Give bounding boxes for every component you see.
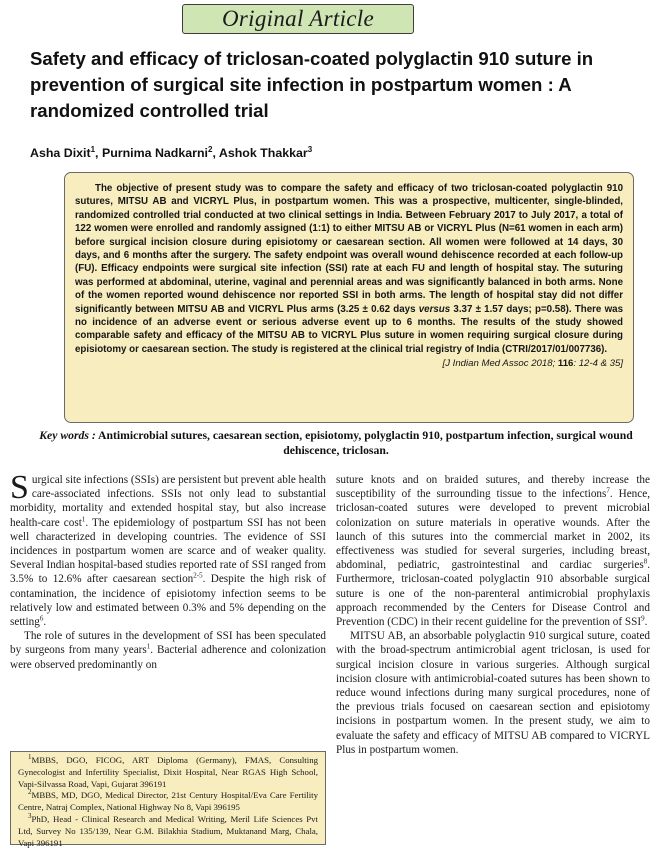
affiliation: $^2$MBBS, MD, DGO, Medical Director, 21st Century Hospital/Eva Care Fertility Centre, Natraj Complex, National Highway No 8, Vapi 396195 [18, 788, 318, 813]
reference-mark: 1 [146, 642, 151, 651]
article-title: Safety and efficacy of triclosan-coated polyglactin 910 suture in prevention of surgical site infection in postpartum women : A randomized controlled trial [30, 48, 594, 121]
body-column-right [336, 473, 650, 757]
body-paragraph: Surgical site infections (SSIs) are persistent but prevent able health care-associated infections. SSIs not only lead to substantial morbidity, mortality and extended hospital stay, but also increase health-care cost$^1$. The epidemiology of postpartum SSI has not been well characterized in developing countries. The evidence of SSI incidences in postpartum women are scarce and of weaker quality. Several Indian hospital-based studies reported rate of SSI ranged from 3.5% to 12.6% after caesarean section$^{2-5}$. Despite the high risk of contamination, the incidence of episiotomy infection seems to be relatively low and estimated between 0.3% and 5% depending on the setting$^6$. [10, 469, 326, 629]
body-paragraph: The role of sutures in the development of SSI has been speculated by surgeons from many years$^1$. Bacterial adherence and colonization were observed predominantly on [10, 630, 326, 671]
author-name: Ashok Thakkar [218, 146, 308, 160]
author-name: Purnima Nadkarni [101, 146, 208, 160]
affiliation: $^1$MBBS, DGO, FICOG, ART Diploma (Germany), FMAS, Consulting Gynecologist and Infertility Specialist, Dixit Hospital, Near RGAS High School, Vapi-Silvassa Road, Vapi, Gujarat 396191 [18, 753, 318, 789]
body-column-left [10, 469, 326, 672]
affiliation: $^3$PhD, Head - Clinical Research and Medical Writing, Meril Life Sciences Pvt Ltd, Survey No 135/139, Near G.M. Bilakhia Stadium, Muktanand Marg, Chala, Vapi 396191 [18, 812, 318, 848]
reference-mark: 6 [39, 614, 44, 623]
reference-mark: 2-5 [193, 571, 203, 580]
journal-citation: [J Indian Med Assoc 2018; 116: 12-4 & 35] [442, 358, 623, 370]
affiliation-mark: 2 [207, 144, 213, 154]
drop-cap: S [10, 469, 29, 506]
affiliation-mark: 3 [307, 144, 313, 154]
reference-mark: 8 [643, 557, 648, 566]
abstract-text: The objective of present study was to compare the safety and efficacy of two triclosan-coated polyglactin 910 sutures, MITSU AB and VICRYL Plus, in postpartum women. This was a prospective, multicenter, single-blinded, randomized controlled trial conducted at two clinical settings in India. Between February 2017 to July 2017, a total of 122 women were enrolled and randomly assigned (1:1) to either MITSU AB or VICRYL Plus (N=61 women in each arm) before surgical incision closure during episiotomy or caesarean section. All women were followed at 14 days, 30 days, and 6 months after the surgery. The safety endpoint was overall wound dehiscence recorded at each follow-up (FU). Efficacy endpoints were surgical site infection (SSI) rate at each FU and length of hospital stay. The suturing was performed at abdominal, uterine, vaginal and perennial areas and was significantly balanced in both arms. None of the women reported wound dehiscence nor reported SSI in both arms. The length of hospital stay did not differ significantly between MITSU AB and VICRYL Plus arms (3.25 ± 0.62 days versus 3.37 ± 1.57 days; p=0.58). There was no incidence of an adverse event or serious adverse event up to 6 months. The results of the study showed comparable safety and efficacy of the MITSU AB to VICRYL Plus suture in women requiring surgical closure during episiotomy or caesarean section. The study is registered at the clinical trial registry of India (CTRI/2017/01/007736). [75, 183, 623, 355]
reference-mark: 1 [81, 514, 86, 523]
affiliation-mark: 1 [90, 144, 96, 154]
abstract-box [64, 172, 634, 423]
affiliations-box [10, 751, 326, 848]
reference-mark: 7 [606, 486, 610, 495]
body-paragraph: suture knots and on braided sutures, and thereby increase the susceptibility of the surrounding tissue to the infections$^7$. Hence, triclosan-coated sutures were developed to prevent microbial colonization on suture materials in operative wounds. After the launch of this sutures into the commercial market in 2002, its effectiveness was studied for several surgeries, including breast, abdominal, pediatric, gastrointestinal and cardiac surgeries$^8$. Furthermore, triclosan-coated polyglactin 910 absorbable surgical suture is one of the non-parenteral antimicrobial prophylaxis approach recommended by the Centers for Disease Control and Prevention (CDC) in their recent guideline for the prevention of SSI$^9$. [336, 474, 650, 629]
keywords [30, 428, 642, 458]
keywords-text: Antimicrobial sutures, caesarean section, episiotomy, polyglactin 910, postpartum infection, surgical wound dehiscence, triclosan. [98, 429, 633, 457]
article-type-banner: Original Article [182, 4, 414, 34]
emphasis-versus: versus [418, 303, 451, 315]
author-name: Asha Dixit [30, 146, 91, 160]
author-list: Asha Dixit$^1$, Purnima Nadkarni$^2$, Ashok Thakkar$^3$ [30, 144, 313, 160]
keywords-label: Key words : [39, 429, 96, 442]
reference-mark: 9 [641, 614, 645, 623]
body-paragraph: MITSU AB, an absorbable polyglactin 910 surgical suture, coated with the broad-spectrum antimicrobial agent triclosan, is used for surgical incision closure in various surgeries. Although surgical incision closure with antimicrobial-coated sutures has been shown to reduce wound infections during many surgical procedures, none of the previous trials focused on caesarean section and episiotomy incisions in postpartum women. In the present study, we aim to evaluate the safety and efficacy of MITSU AB compared to VICRYL Plus in postpartum women. [336, 630, 650, 756]
